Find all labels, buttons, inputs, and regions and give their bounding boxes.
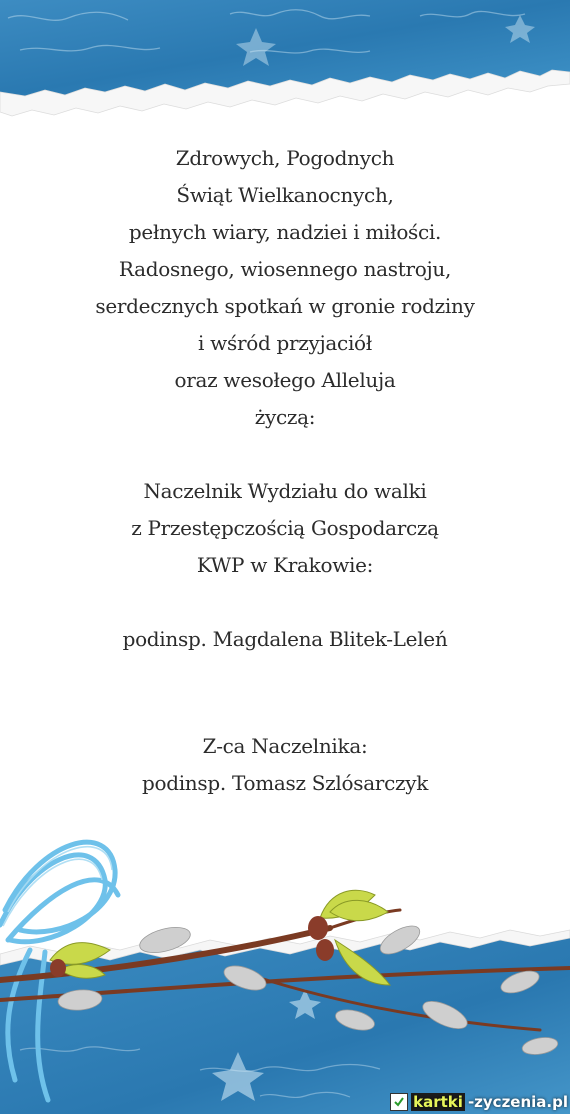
- greeting-line: pełnych wiary, nadziei i miłości.: [128, 220, 442, 244]
- bottom-decoration: [0, 800, 570, 1114]
- spacer: [0, 658, 570, 728]
- spacer: [0, 436, 570, 473]
- greeting-line: serdecznych spotkań w gronie rodziny: [95, 294, 475, 318]
- greeting-line: Zdrowych, Pogodnych: [175, 146, 395, 170]
- greeting-line: i wśród przyjaciół: [198, 331, 372, 355]
- watermark-brand: kartki: [413, 1093, 463, 1111]
- greeting-line: Radosnego, wiosennego nastroju,: [118, 257, 452, 281]
- unit-line: Naczelnik Wydziału do walki: [143, 479, 427, 503]
- unit-line: KWP w Krakowie:: [196, 553, 374, 577]
- greeting-line: życzą:: [254, 405, 316, 429]
- spacer: [0, 584, 570, 621]
- top-torn-paper-band: [0, 0, 570, 125]
- unit-line: z Przestępczością Gospodarczą: [131, 516, 439, 540]
- greeting-line: oraz wesołego Alleluja: [174, 368, 396, 392]
- greeting-text: [0, 140, 570, 802]
- site-watermark[interactable]: [390, 1093, 568, 1111]
- deputy-signature: podinsp. Tomasz Szlósarczyk: [141, 771, 429, 795]
- blue-paper-strip: [0, 938, 570, 1114]
- checkmark-icon: [390, 1093, 408, 1111]
- deputy-title: Z-ca Naczelnika:: [202, 734, 368, 758]
- greeting-line: Świąt Wielkanocnych,: [176, 183, 394, 207]
- watermark-domain: -zyczenia.pl: [467, 1093, 568, 1111]
- head-signature: podinsp. Magdalena Blitek-Leleń: [122, 627, 448, 651]
